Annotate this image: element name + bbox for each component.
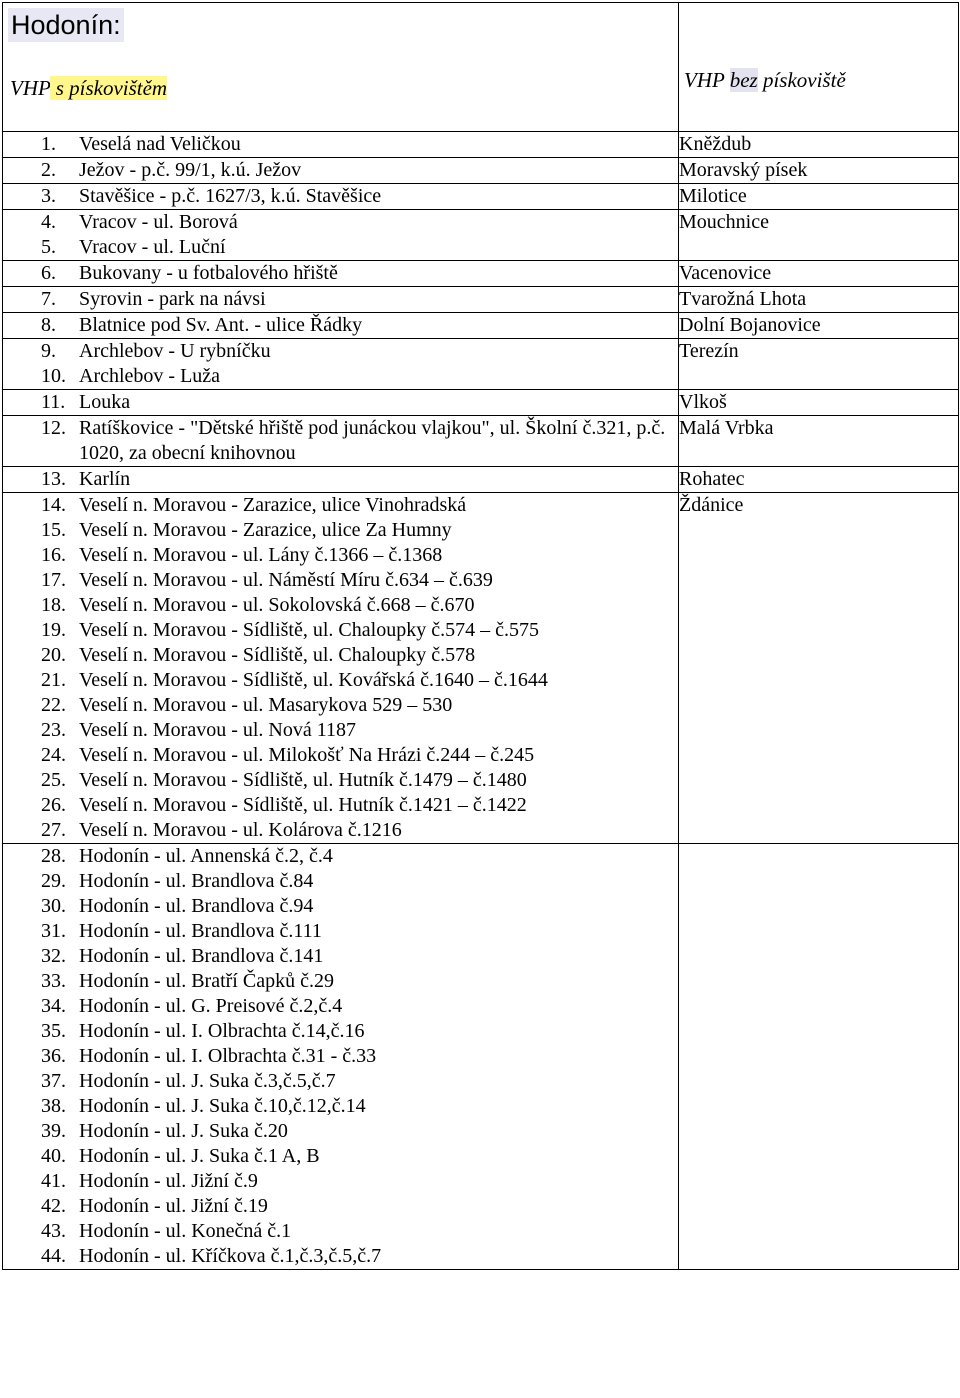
column-heading-without-sandpit [684,65,846,95]
item-text: Veselí n. Moravou - ul. Kolárova č.1216 [79,819,402,841]
item-number: 7. [41,288,56,310]
location-without-sandpit: Rohatec [679,467,959,493]
list-item [3,1219,678,1244]
location-list-cell [3,158,679,184]
item-text: Ratíškovice - "Dětské hřiště pod junáckou vlajkou", ul. Školní č.321, p.č. 1020, za obecní knihovnou [79,417,666,464]
list-item [3,994,678,1019]
item-number: 34. [41,995,66,1017]
item-text: Hodonín - ul. I. Olbrachta č.31 - č.33 [79,1045,377,1067]
item-number: 32. [41,945,66,967]
location-without-sandpit: Malá Vrbka [679,416,959,467]
item-number: 10. [41,365,66,387]
item-number: 21. [41,669,66,691]
location-list-cell [3,390,679,416]
item-number: 43. [41,1220,66,1242]
list-item [3,287,678,312]
location-without-sandpit: Dolní Bojanovice [679,313,959,339]
list-item [3,568,678,593]
item-number: 28. [41,845,66,867]
heading-highlight: s pískovištěm [50,76,168,100]
item-number: 5. [41,236,56,258]
list-item [3,493,678,518]
item-number: 12. [41,417,66,439]
location-list-cell [3,261,679,287]
item-text: Hodonín - ul. J. Suka č.20 [79,1120,288,1142]
list-item [3,718,678,743]
item-text: Hodonín - ul. Konečná č.1 [79,1220,292,1242]
list-item [3,235,678,260]
list-item [3,668,678,693]
item-number: 42. [41,1195,66,1217]
item-number: 9. [41,340,56,362]
item-number: 24. [41,744,66,766]
location-list-cell [3,844,679,1270]
location-list-cell [3,287,679,313]
list-item [3,1019,678,1044]
list-item [3,844,678,869]
item-number: 3. [41,185,56,207]
list-item [3,518,678,543]
table-row [3,339,959,390]
list-item [3,618,678,643]
list-item [3,1044,678,1069]
location-without-sandpit: Vacenovice [679,261,959,287]
item-number: 17. [41,569,66,591]
list-item [3,818,678,843]
list-item [3,869,678,894]
location-without-sandpit: Tvarožná Lhota [679,287,959,313]
table-row [3,313,959,339]
item-text: Veselí n. Moravou - Sídliště, ul. Kovářská č.1640 – č.1644 [79,669,548,691]
location-list-cell [3,467,679,493]
item-text: Veselí n. Moravou - Sídliště, ul. Hutník č.1421 – č.1422 [79,794,527,816]
item-text: Bukovany - u fotbalového hřiště [79,262,338,284]
item-text: Veselí n. Moravou - Sídliště, ul. Chaloupky č.574 – č.575 [79,619,539,641]
item-text: Syrovin - park na návsi [79,288,266,310]
list-item [3,1194,678,1219]
table-row [3,287,959,313]
header-left-cell [3,3,679,132]
item-text: Hodonín - ul. G. Preisové č.2,č.4 [79,995,343,1017]
item-number: 8. [41,314,56,336]
location-without-sandpit: Kněždub [679,132,959,158]
location-list-cell [3,210,679,261]
location-without-sandpit: Ždánice [679,493,959,844]
item-text: Veselí n. Moravou - ul. Masarykova 529 – 530 [79,694,453,716]
list-item [3,132,678,157]
list-item [3,1119,678,1144]
list-item [3,1094,678,1119]
item-text: Blatnice pod Sv. Ant. - ulice Řádky [79,314,363,336]
heading-suffix: pískoviště [757,68,846,92]
item-text: Veselá nad Veličkou [79,133,241,155]
list-item [3,1169,678,1194]
item-text: Hodonín - ul. Brandlova č.111 [79,920,322,942]
item-number: 23. [41,719,66,741]
table-row [3,493,959,844]
item-text: Veselí n. Moravou - Zarazice, ulice Vinohradská [79,494,467,516]
item-number: 18. [41,594,66,616]
header-row [3,3,959,132]
item-text: Hodonín - ul. Jižní č.19 [79,1195,268,1217]
item-text: Veselí n. Moravou - ul. Nová 1187 [79,719,356,741]
location-without-sandpit: Moravský písek [679,158,959,184]
playground-table [2,2,959,1270]
location-list-cell [3,313,679,339]
item-number: 37. [41,1070,66,1092]
item-number: 19. [41,619,66,641]
item-text: Veselí n. Moravou - ul. Lány č.1366 – č.1368 [79,544,443,566]
item-text: Archlebov - Luža [79,365,221,387]
list-item [3,313,678,338]
item-text: Veselí n. Moravou - ul. Milokošť Na Hrázi č.244 – č.245 [79,744,535,766]
item-number: 6. [41,262,56,284]
list-item [3,793,678,818]
location-without-sandpit: Vlkoš [679,390,959,416]
item-number: 44. [41,1245,66,1267]
list-item [3,1144,678,1169]
item-text: Vracov - ul. Borová [79,211,238,233]
table-row [3,158,959,184]
item-number: 33. [41,970,66,992]
table-row [3,467,959,493]
item-text: Hodonín - ul. Bratří Čapků č.29 [79,970,334,992]
item-number: 31. [41,920,66,942]
item-text: Karlín [79,468,131,490]
item-number: 20. [41,644,66,666]
list-item [3,969,678,994]
item-number: 4. [41,211,56,233]
item-text: Hodonín - ul. Jižní č.9 [79,1170,258,1192]
item-number: 27. [41,819,66,841]
list-item [3,1244,678,1269]
heading-highlight: bez [729,68,758,92]
location-list-cell [3,493,679,844]
item-text: Vracov - ul. Luční [79,236,226,258]
table-row [3,184,959,210]
list-item [3,364,678,389]
item-text: Stavěšice - p.č. 1627/3, k.ú. Stavěšice [79,185,382,207]
table-row [3,390,959,416]
table-row [3,844,959,1270]
location-without-sandpit: Terezín [679,339,959,390]
item-text: Hodonín - ul. Brandlova č.141 [79,945,324,967]
heading-prefix: VHP [684,68,730,92]
item-number: 35. [41,1020,66,1042]
list-item [3,339,678,364]
list-item [3,416,678,466]
item-text: Hodonín - ul. Brandlova č.94 [79,895,314,917]
item-text: Hodonín - ul. J. Suka č.10,č.12,č.14 [79,1095,366,1117]
list-item [3,944,678,969]
item-text: Veselí n. Moravou - Sídliště, ul. Hutník č.1479 – č.1480 [79,769,527,791]
item-text: Veselí n. Moravou - Sídliště, ul. Chaloupky č.578 [79,644,476,666]
table-row [3,132,959,158]
item-number: 29. [41,870,66,892]
list-item [3,743,678,768]
item-text: Hodonín - ul. Annenská č.2, č.4 [79,845,333,867]
item-number: 38. [41,1095,66,1117]
table-row [3,261,959,287]
list-item [3,390,678,415]
item-text: Veselí n. Moravou - ul. Sokolovská č.668 – č.670 [79,594,475,616]
page-title: Hodonín: [8,8,124,42]
list-item [3,768,678,793]
list-item [3,693,678,718]
item-number: 15. [41,519,66,541]
item-text: Louka [79,391,131,413]
list-item [3,919,678,944]
item-number: 25. [41,769,66,791]
table-row [3,210,959,261]
item-number: 22. [41,694,66,716]
location-without-sandpit: Mouchnice [679,210,959,261]
heading-prefix: VHP [10,76,51,100]
item-number: 13. [41,468,66,490]
column-heading-with-sandpit [8,73,169,103]
list-item [3,593,678,618]
location-list-cell [3,184,679,210]
item-number: 39. [41,1120,66,1142]
item-text: Veselí n. Moravou - Zarazice, ulice Za Humny [79,519,452,541]
item-text: Archlebov - U rybníčku [79,340,271,362]
list-item [3,894,678,919]
item-number: 30. [41,895,66,917]
item-text: Hodonín - ul. J. Suka č.1 A, B [79,1145,320,1167]
item-text: Hodonín - ul. J. Suka č.3,č.5,č.7 [79,1070,336,1092]
location-without-sandpit [679,844,959,1270]
table-row [3,416,959,467]
location-without-sandpit: Milotice [679,184,959,210]
location-list-cell [3,339,679,390]
item-number: 16. [41,544,66,566]
item-number: 41. [41,1170,66,1192]
item-number: 26. [41,794,66,816]
list-item [3,467,678,492]
item-text: Ježov - p.č. 99/1, k.ú. Ježov [79,159,302,181]
item-number: 40. [41,1145,66,1167]
table-body [3,3,959,1270]
list-item [3,543,678,568]
item-text: Veselí n. Moravou - ul. Náměstí Míru č.634 – č.639 [79,569,493,591]
item-text: Hodonín - ul. I. Olbrachta č.14,č.16 [79,1020,365,1042]
item-number: 36. [41,1045,66,1067]
item-text: Hodonín - ul. Kříčkova č.1,č.3,č.5,č.7 [79,1245,382,1267]
location-list-cell [3,416,679,467]
list-item [3,261,678,286]
location-list-cell [3,132,679,158]
list-item [3,1069,678,1094]
list-item [3,210,678,235]
list-item [3,158,678,183]
list-item [3,643,678,668]
item-number: 14. [41,494,66,516]
header-right-cell [679,3,959,132]
item-number: 1. [41,133,56,155]
item-number: 2. [41,159,56,181]
item-text: Hodonín - ul. Brandlova č.84 [79,870,314,892]
list-item [3,184,678,209]
item-number: 11. [41,391,66,413]
